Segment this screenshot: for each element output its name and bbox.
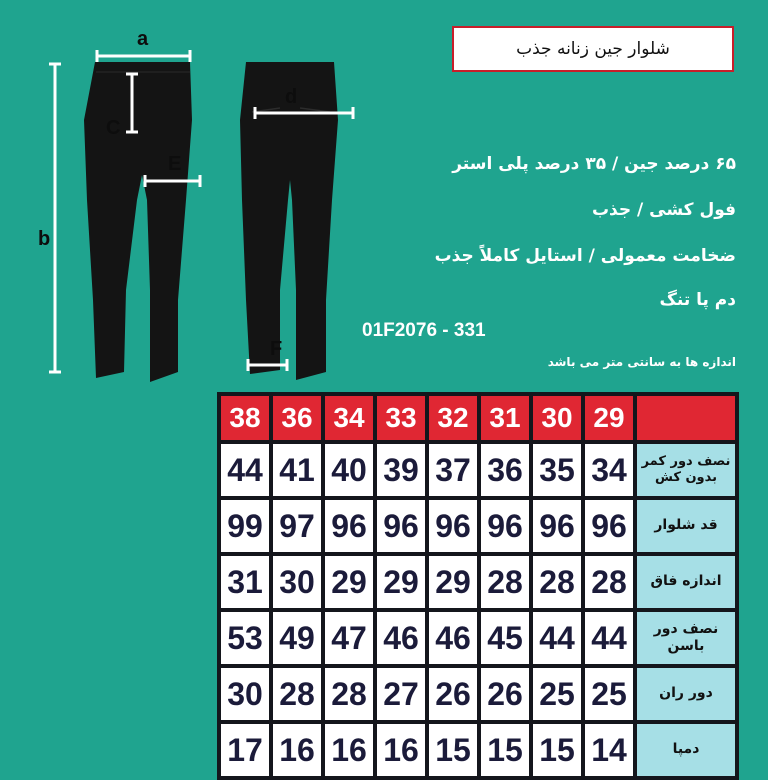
size-header-cell: 36 bbox=[273, 396, 321, 440]
row-label: دور ران bbox=[637, 668, 735, 720]
table-cell: 25 bbox=[533, 668, 581, 720]
table-cell: 26 bbox=[481, 668, 529, 720]
label-c: C bbox=[106, 117, 121, 139]
table-cell: 28 bbox=[533, 556, 581, 608]
table-cell: 40 bbox=[325, 444, 373, 496]
table-cell: 49 bbox=[273, 612, 321, 664]
label-d: d bbox=[285, 86, 298, 108]
table-cell: 29 bbox=[429, 556, 477, 608]
label-e: E bbox=[168, 153, 182, 175]
table-cell: 16 bbox=[273, 724, 321, 776]
stretch-line: فول کشی / جذب bbox=[591, 200, 736, 220]
table-cell: 29 bbox=[325, 556, 373, 608]
table-cell: 30 bbox=[221, 668, 269, 720]
table-row bbox=[221, 612, 735, 664]
table-row bbox=[221, 724, 735, 776]
thickness-line: ضخامت معمولی / استایل کاملاً جذب bbox=[434, 246, 736, 266]
unit-note: اندازه ها به سانتی متر می باشد bbox=[547, 355, 736, 369]
table-cell: 25 bbox=[585, 668, 633, 720]
product-title: شلوار جین زنانه جذب bbox=[452, 26, 734, 72]
table-row bbox=[221, 556, 735, 608]
size-header-row bbox=[221, 396, 735, 440]
table-row bbox=[221, 668, 735, 720]
table-cell: 44 bbox=[221, 444, 269, 496]
table-cell: 16 bbox=[325, 724, 373, 776]
table-cell: 31 bbox=[221, 556, 269, 608]
table-cell: 45 bbox=[481, 612, 529, 664]
table-cell: 96 bbox=[481, 500, 529, 552]
table-cell: 28 bbox=[481, 556, 529, 608]
size-header-cell: 32 bbox=[429, 396, 477, 440]
table-cell: 44 bbox=[533, 612, 581, 664]
table-cell: 34 bbox=[585, 444, 633, 496]
table-cell: 27 bbox=[377, 668, 425, 720]
table-cell: 17 bbox=[221, 724, 269, 776]
table-cell: 46 bbox=[377, 612, 425, 664]
table-cell: 97 bbox=[273, 500, 321, 552]
table-cell: 96 bbox=[325, 500, 373, 552]
table-cell: 30 bbox=[273, 556, 321, 608]
table-cell: 35 bbox=[533, 444, 581, 496]
size-table bbox=[217, 392, 739, 780]
table-cell: 28 bbox=[325, 668, 373, 720]
front-jeans-image bbox=[84, 62, 192, 382]
table-cell: 28 bbox=[585, 556, 633, 608]
table-row bbox=[221, 444, 735, 496]
table-cell: 44 bbox=[585, 612, 633, 664]
material-line: ۶۵ درصد جین / ۳۵ درصد پلی استر bbox=[452, 154, 736, 174]
table-cell: 96 bbox=[377, 500, 425, 552]
row-label: دمپا bbox=[637, 724, 735, 776]
size-header-cell: 29 bbox=[585, 396, 633, 440]
label-f: F bbox=[270, 338, 283, 360]
jeans-diagram bbox=[0, 0, 380, 392]
hem-line: دم پا تنگ bbox=[659, 290, 736, 310]
row-label: نصف دور کمر بدون کش bbox=[637, 444, 735, 496]
size-header-cell: 34 bbox=[325, 396, 373, 440]
table-cell: 29 bbox=[377, 556, 425, 608]
table-cell: 96 bbox=[585, 500, 633, 552]
table-cell: 39 bbox=[377, 444, 425, 496]
table-cell: 53 bbox=[221, 612, 269, 664]
table-cell: 28 bbox=[273, 668, 321, 720]
table-cell: 26 bbox=[429, 668, 477, 720]
table-cell: 96 bbox=[429, 500, 477, 552]
size-header-cell: 33 bbox=[377, 396, 425, 440]
table-cell: 14 bbox=[585, 724, 633, 776]
table-row bbox=[221, 500, 735, 552]
row-label: نصف دور باسن bbox=[637, 612, 735, 664]
table-cell: 36 bbox=[481, 444, 529, 496]
table-cell: 15 bbox=[533, 724, 581, 776]
table-cell: 41 bbox=[273, 444, 321, 496]
table-cell: 16 bbox=[377, 724, 425, 776]
table-cell: 47 bbox=[325, 612, 373, 664]
table-cell: 15 bbox=[481, 724, 529, 776]
row-label: اندازه فاق bbox=[637, 556, 735, 608]
table-cell: 15 bbox=[429, 724, 477, 776]
table-cell: 37 bbox=[429, 444, 477, 496]
label-a: a bbox=[137, 28, 149, 50]
table-cell: 96 bbox=[533, 500, 581, 552]
label-b: b bbox=[38, 228, 51, 250]
product-code: 01F2076 - 331 bbox=[362, 320, 486, 341]
header-corner bbox=[637, 396, 735, 440]
table-cell: 99 bbox=[221, 500, 269, 552]
table-cell: 46 bbox=[429, 612, 477, 664]
size-header-cell: 38 bbox=[221, 396, 269, 440]
size-header-cell: 30 bbox=[533, 396, 581, 440]
row-label: قد شلوار bbox=[637, 500, 735, 552]
size-header-cell: 31 bbox=[481, 396, 529, 440]
